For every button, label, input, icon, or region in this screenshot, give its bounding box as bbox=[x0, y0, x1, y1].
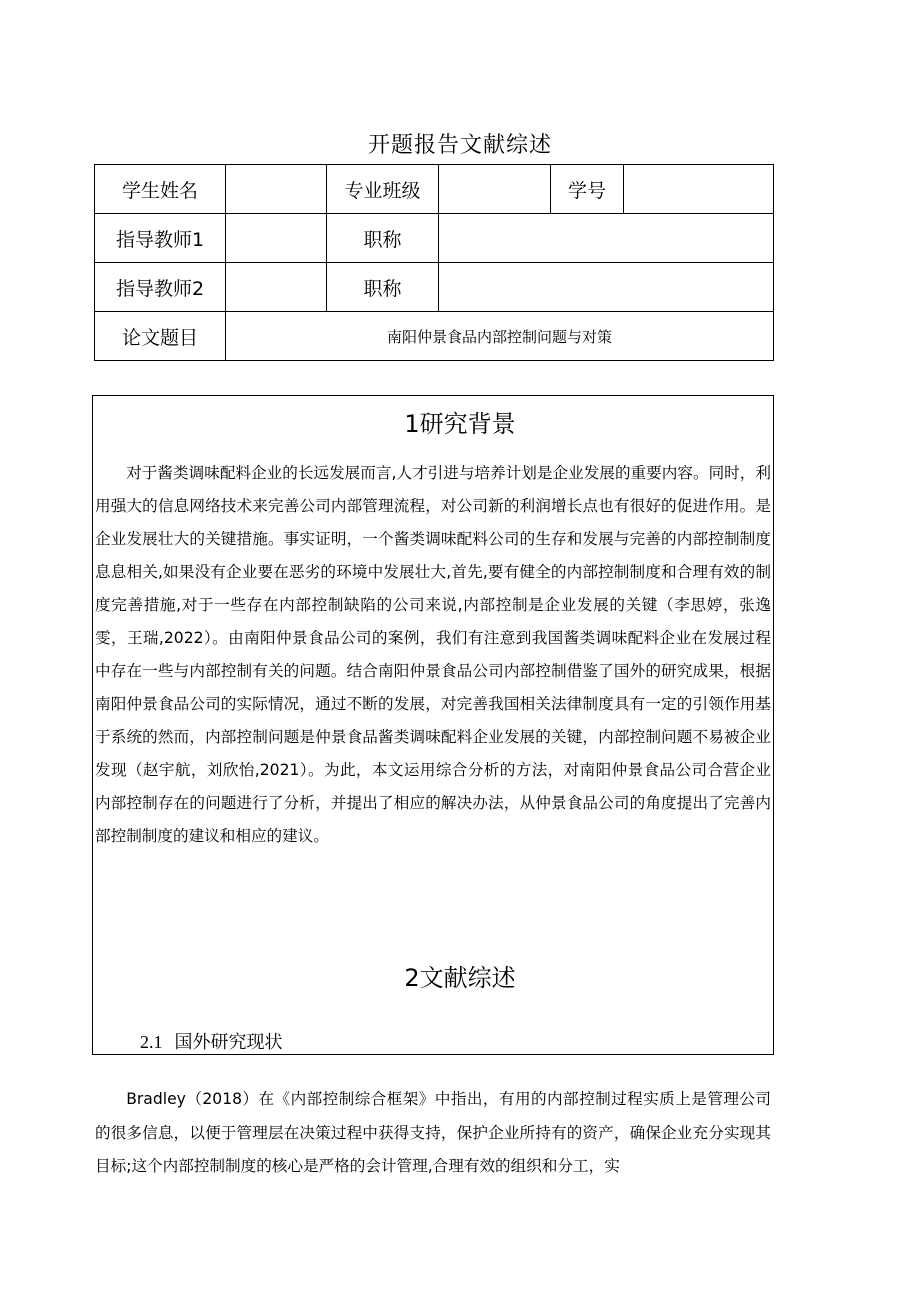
advisor1-value[interactable] bbox=[226, 214, 327, 263]
section2-heading: 2文献综述 bbox=[404, 964, 516, 992]
student-name-value[interactable] bbox=[226, 165, 327, 214]
advisor2-title-value[interactable] bbox=[439, 263, 774, 312]
major-class-label: 专业班级 bbox=[327, 165, 439, 214]
topic-value: 南阳仲景食品内部控制问题与对策 bbox=[226, 312, 774, 361]
topic-label: 论文题目 bbox=[95, 312, 226, 361]
subsection-title: 国外研究现状 bbox=[174, 1032, 283, 1053]
info-table bbox=[94, 164, 774, 361]
advisor1-title-label: 职称 bbox=[327, 214, 439, 263]
subsection-heading bbox=[140, 1028, 283, 1054]
section2-paragraph: Bradley（2018）在《内部控制综合框架》中指出，有用的内部控制过程实质上是管理公司的很多信息，以便于管理层在决策过程中获得支持，保护企业所持有的资产，确保企业充分实现其目标;这个内部控制制度的核心是严格的会计管理,合理有效的组织和分工，实 bbox=[95, 1090, 771, 1175]
advisor2-value[interactable] bbox=[226, 263, 327, 312]
info-row-student bbox=[95, 165, 774, 214]
advisor2-label: 指导教师2 bbox=[95, 263, 226, 312]
info-row-topic bbox=[95, 312, 774, 361]
advisor1-title-value[interactable] bbox=[439, 214, 774, 263]
advisor2-title-label: 职称 bbox=[327, 263, 439, 312]
info-row-advisor2 bbox=[95, 263, 774, 312]
info-row-advisor1 bbox=[95, 214, 774, 263]
student-id-label: 学号 bbox=[551, 165, 624, 214]
student-name-label: 学生姓名 bbox=[95, 165, 226, 214]
subsection-number: 2.1 bbox=[140, 1032, 163, 1052]
document-title: 开题报告文献综述 bbox=[367, 133, 552, 158]
section1-heading: 1研究背景 bbox=[404, 410, 516, 438]
student-id-value[interactable] bbox=[624, 165, 774, 214]
major-class-value[interactable] bbox=[439, 165, 551, 214]
section1-paragraph: 对于酱类调味配料企业的长远发展而言,人才引进与培养计划是企业发展的重要内容。同时，利用强大的信息网络技术来完善公司内部管理流程，对公司新的利润增长点也有很好的促进作用。是企业发展壮大的关键措施。事实证明，一个酱类调味配料公司的生存和发展与完善的内部控制制度息息相关,如果没有企业要在恶劣的环境中发展壮大,首先,要有健全的内部控制制度和合理有效的制度完善措施,对于一些存在内部控制缺陷的公司来说,内部控制是企业发展的关键（李思婷，张逸雯，王瑞,2022）。由南阳仲景食品公司的案例，我们有注意到我国酱类调味配料企业在发展过程中存在一些与内部控制有关的问题。结合南阳仲景食品公司内部控制借鉴了国外的研究成果，根据南阳仲景食品公司的实际情况，通过不断的发展，对完善我国相关法律制度具有一定的引领作用基于系统的然而，内部控制问题是仲景食品酱类调味配料企业发展的关键，内部控制问题不易被企业发现（赵宇航，刘欣怡,2021）。为此，本文运用综合分析的方法，对南阳仲景食品公司合营企业内部控制存在的问题进行了分析，并提出了相应的解决办法，从仲景食品公司的角度提出了完善内部控制制度的建议和相应的建议。 bbox=[95, 464, 771, 845]
advisor1-label: 指导教师1 bbox=[95, 214, 226, 263]
